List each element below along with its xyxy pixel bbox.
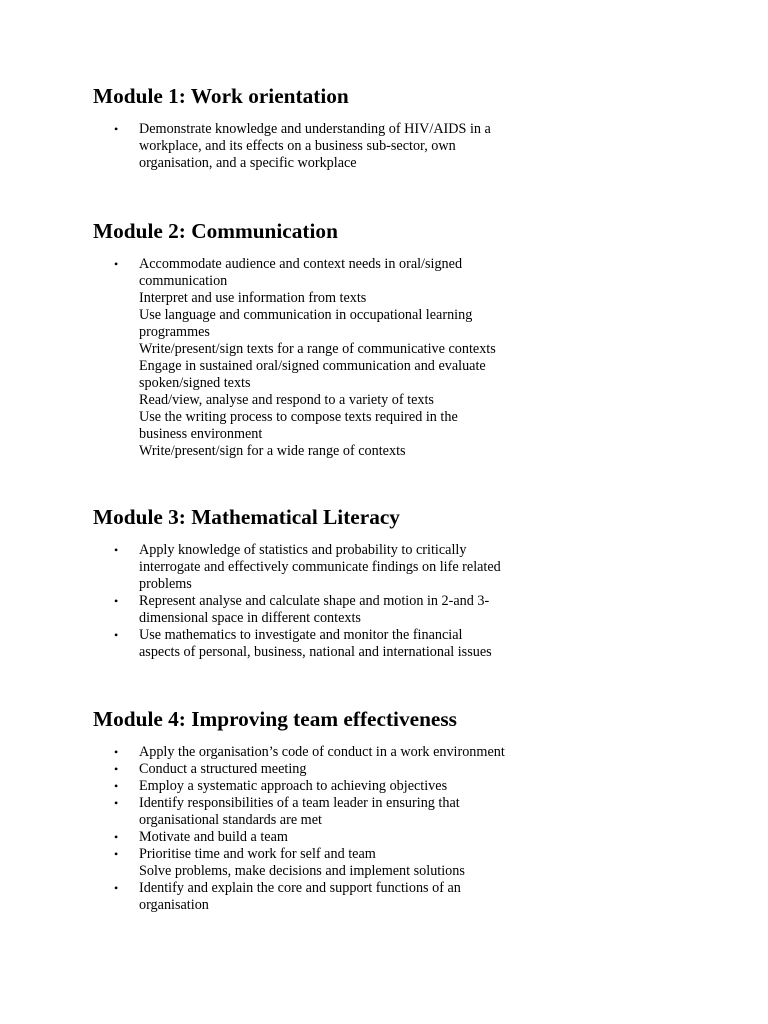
module-item-list [93, 542, 563, 661]
list-item-text: Employ a systematic approach to achieving objectives [139, 778, 448, 794]
list-item-text: Identify and explain the core and support functions of an organisation [139, 880, 461, 913]
bullet-icon: • [114, 543, 119, 557]
list-item-text: Conduct a structured meeting [139, 761, 307, 777]
bullet-icon: • [114, 745, 119, 759]
bullet-icon: • [114, 881, 119, 895]
module-title: Module 2: Communication [93, 219, 338, 243]
bullet-icon: • [114, 830, 119, 844]
list-item [93, 542, 563, 593]
bullet-icon: • [114, 594, 119, 608]
list-item [93, 593, 563, 627]
list-item [93, 121, 563, 172]
bullet-icon: • [114, 796, 119, 810]
list-item-text: Represent analyse and calculate shape and motion in 2-and 3- dimensional space in different contexts [139, 593, 490, 626]
list-item [93, 795, 563, 829]
module-3 [93, 505, 563, 661]
list-item [93, 744, 563, 761]
module-item-list [93, 744, 563, 914]
list-item-text: Apply knowledge of statistics and probability to critically interrogate and effectively communicate findings on life related problems [139, 542, 501, 592]
list-item [93, 829, 563, 846]
list-item [93, 880, 563, 914]
list-item-text: Apply the organisation’s code of conduct in a work environment [139, 744, 505, 760]
module-item-list [93, 256, 563, 460]
list-item [93, 256, 563, 460]
list-item [93, 627, 563, 661]
bullet-icon: • [114, 847, 119, 861]
module-title: Module 4: Improving team effectiveness [93, 707, 457, 731]
list-item-text: Accommodate audience and context needs in oral/signed communication Interpret and use information from texts Use language and communication in occupational learning programmes Write/present/sign texts for a range of communicative contexts Engage in sustained oral/signed communication and evaluate spoken/signed texts Read/view, analyse and respond to a variety of texts Use the writing process to compose texts required in the business environment Write/present/sign for a wide range of contexts [139, 256, 496, 459]
module-title: Module 1: Work orientation [93, 84, 349, 108]
bullet-icon: • [114, 762, 119, 776]
list-item-text: Use mathematics to investigate and monitor the financial aspects of personal, business, national and international issues [139, 627, 492, 660]
module-title: Module 3: Mathematical Literacy [93, 505, 400, 529]
list-item-text: Identify responsibilities of a team leader in ensuring that organisational standards are met [139, 795, 460, 828]
list-item-text: Prioritise time and work for self and team Solve problems, make decisions and implement solutions [139, 846, 465, 879]
list-item [93, 778, 563, 795]
module-4 [93, 707, 563, 914]
bullet-icon: • [114, 122, 119, 136]
bullet-icon: • [114, 779, 119, 793]
list-item [93, 846, 563, 880]
module-item-list [93, 121, 563, 172]
list-item-text: Demonstrate knowledge and understanding of HIV/AIDS in a workplace, and its effects on a business sub-sector, own organisation, and a specific workplace [139, 121, 491, 171]
list-item [93, 761, 563, 778]
bullet-icon: • [114, 257, 119, 271]
list-item-text: Motivate and build a team [139, 829, 288, 845]
module-2 [93, 219, 563, 460]
bullet-icon: • [114, 628, 119, 642]
module-1 [93, 84, 563, 172]
